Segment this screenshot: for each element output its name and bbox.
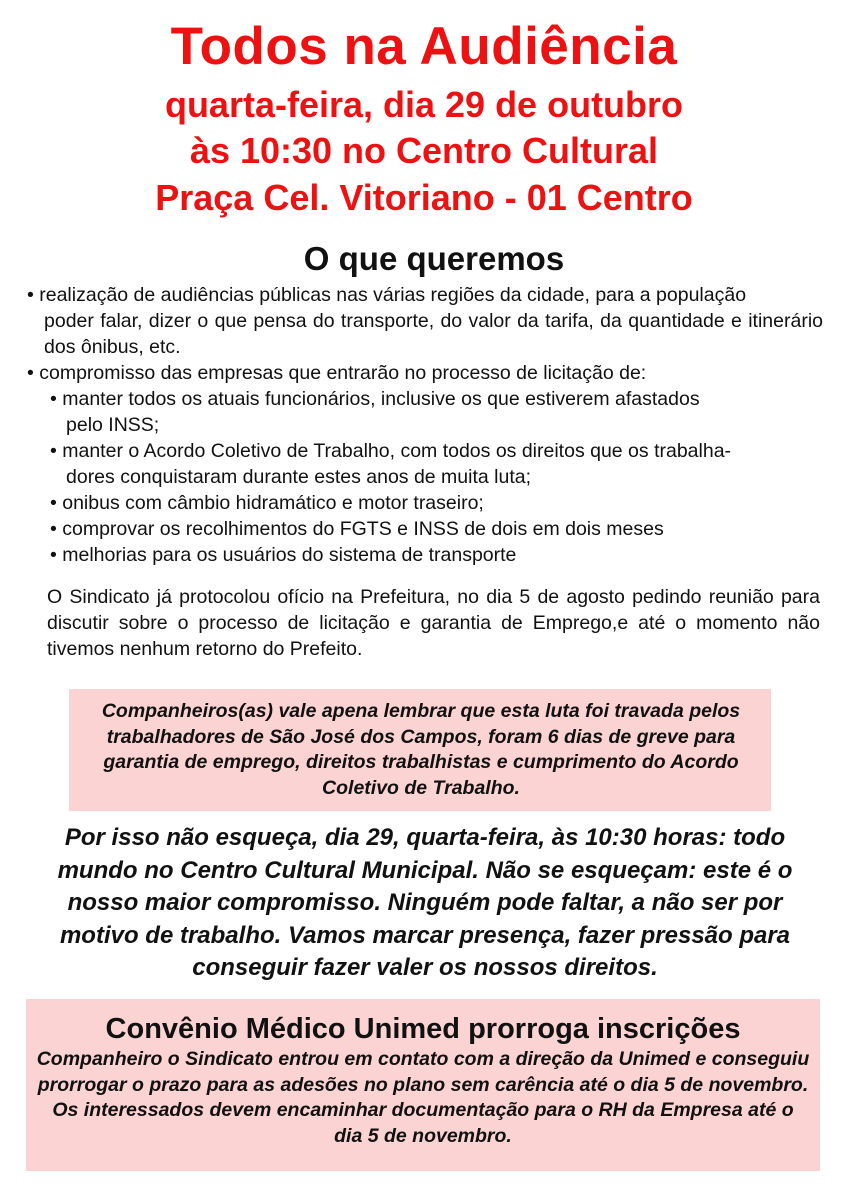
- unimed-text: Companheiro o Sindicato entrou em contato com a direção da Unimed e conseguiu prorrogar o prazo para as adesões no plano sem carência até o dia 5 de novembro. Os interessados devem encaminhar documentação para o RH da Empresa até o dia 5 de novembro.: [36, 1048, 810, 1147]
- sub-item-agreement-cont: dores conquistaram durante estes anos de muita luta;: [66, 466, 532, 489]
- section-heading: O que queremos: [303, 240, 565, 277]
- unimed-title: Convênio Médico Unimed prorroga inscrições: [105, 1013, 741, 1045]
- reminder-text: Companheiros(as) vale apena lembrar que esta luta foi travada pelos trabalhadores de São José dos Campos, foram 6 dias de greve para garantia de emprego, direitos trabalhistas e cumprimento do Acordo Coletivo de Trabalho.: [101, 700, 741, 799]
- event-address: Praça Cel. Vitoriano - 01 Centro: [155, 177, 693, 218]
- sub-item-agreement-line1: • manter o Acordo Coletivo de Trabalho, com todos os direitos que os trabalha-: [50, 440, 732, 462]
- demand-item-companies: • compromisso das empresas que entrarão no processo de licitação de:: [27, 362, 647, 384]
- sub-item-users: • melhorias para os usuários do sistema de transporte: [50, 544, 517, 566]
- sub-item-employees: [50, 386, 820, 438]
- call-to-action: Por isso não esqueça, dia 29, quarta-feira, às 10:30 horas: todo mundo no Centro Cultural Municipal. Não se esqueçam: este é o nosso maior compromisso. Ninguém pode faltar, a não ser por motivo de trabalho. Vamos marcar presença, fazer pressão para conseguir fazer valer os nossos direitos.: [57, 824, 793, 981]
- page-title: Todos na Audiência: [170, 17, 678, 76]
- demand-item-hearings-line1: • realização de audiências públicas nas várias regiões da cidade, para a população: [27, 284, 747, 306]
- demand-item-hearings-cont: poder falar, dizer o que pensa do transporte, do valor da tarifa, da quantidade e itinerário dos ônibus, etc.: [44, 310, 823, 359]
- event-time-place: às 10:30 no Centro Cultural: [189, 130, 659, 171]
- sub-item-agreement: [50, 438, 820, 490]
- union-paragraph: O Sindicato já protocolou ofício na Prefeitura, no dia 5 de agosto pedindo reunião para discutir sobre o processo de licitação e garantia de Emprego,e até o momento não tivemos nenhum retorno do Prefeito.: [47, 586, 820, 661]
- sub-item-fgts: • comprovar os recolhimentos do FGTS e INSS de dois em dois meses: [50, 518, 664, 540]
- event-date: quarta-feira, dia 29 de outubro: [164, 84, 684, 125]
- sub-item-employees-cont: pelo INSS;: [66, 414, 160, 437]
- sub-item-buses: • onibus com câmbio hidramático e motor traseiro;: [50, 492, 484, 514]
- demand-item-hearings: [27, 282, 823, 361]
- sub-item-employees-line1: • manter todos os atuais funcionários, inclusive os que estiverem afastados: [50, 388, 700, 410]
